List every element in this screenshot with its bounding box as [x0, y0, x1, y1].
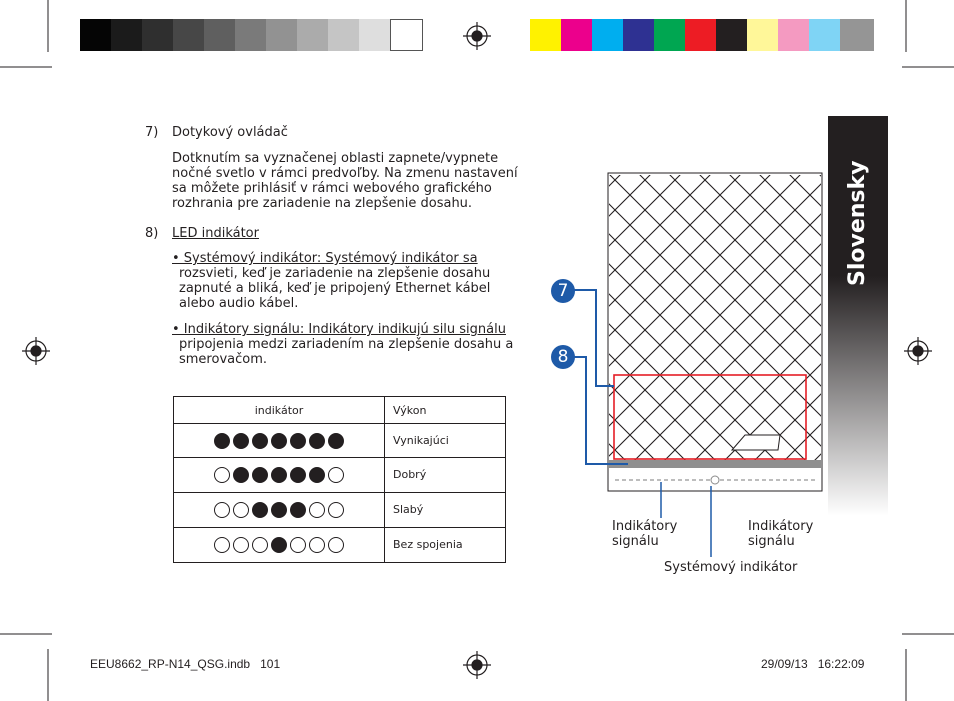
- bullet-heading: • Systémový indikátor: Systémový indikátor sa: [172, 251, 478, 266]
- item7-line: nočné svetlo v rámci predvoľby. Na zmenu nastavení: [172, 166, 518, 181]
- dots-row: [174, 467, 384, 483]
- item7-number: 7): [145, 125, 159, 140]
- item7-line: rozhrania pre zariadenie na zlepšenie dosahu.: [172, 196, 473, 211]
- item7-body: [172, 151, 518, 211]
- led-on-dot: [252, 467, 268, 483]
- label-line: Indikátory: [748, 519, 814, 534]
- header-indicator: indikátor: [174, 397, 385, 424]
- dots-row: [174, 433, 384, 449]
- bullet-line: alebo audio kábel.: [179, 296, 299, 311]
- led-off-dot: [309, 502, 325, 518]
- registration-mark-bottom: [463, 651, 491, 679]
- led-off-dot: [214, 502, 230, 518]
- led-strip: [609, 460, 821, 468]
- table-header-row: [174, 397, 506, 424]
- footer-file-info: EEU8662_RP-N14_QSG.indb 101: [90, 657, 281, 671]
- callout-badge-8: 8: [551, 345, 575, 369]
- row-label: Vynikajúci: [385, 424, 506, 458]
- label-line: Indikátory: [612, 519, 678, 534]
- language-tab-label: Slovensky: [845, 160, 870, 286]
- item7-title: Dotykový ovládač: [172, 125, 288, 140]
- table-row: [174, 493, 506, 528]
- item7-line: Dotknutím sa vyznačenej oblasti zapnete/vypnete: [172, 151, 499, 166]
- led-on-dot: [309, 433, 325, 449]
- led-off-dot: [328, 537, 344, 553]
- footer-timestamp: 29/09/13 16:22:09: [761, 657, 865, 671]
- indicator-table: [173, 396, 506, 563]
- label-signal-left: [612, 519, 677, 549]
- led-off-dot: [214, 537, 230, 553]
- led-off-dot: [290, 537, 306, 553]
- label-line: signálu: [612, 534, 659, 549]
- item8-bullet-system: [172, 251, 490, 311]
- registration-mark-top: [463, 22, 491, 50]
- item7-line: sa môžete prihlásiť v rámci webového grafického: [172, 181, 492, 196]
- led-on-dot: [309, 467, 325, 483]
- led-off-dot: [252, 537, 268, 553]
- callout-badge-7: 7: [551, 279, 575, 303]
- led-on-dot: [252, 502, 268, 518]
- header-performance: Výkon: [385, 397, 506, 424]
- led-on-dot: [252, 433, 268, 449]
- system-led-icon: [711, 476, 719, 484]
- label-system-indicator: Systémový indikátor: [664, 560, 798, 575]
- label-line: signálu: [748, 534, 795, 549]
- item8-title: LED indikátor: [172, 226, 259, 241]
- led-off-dot: [328, 467, 344, 483]
- table-row: [174, 458, 506, 493]
- led-on-dot: [271, 537, 287, 553]
- led-off-dot: [328, 502, 344, 518]
- bullet-line: rozsvieti, keď je zariadenie na zlepšenie dosahu: [179, 266, 491, 281]
- device-diagram: [540, 165, 830, 565]
- led-on-dot: [271, 467, 287, 483]
- led-on-dot: [328, 433, 344, 449]
- registration-mark-left: [22, 337, 50, 365]
- row-label: Bez spojenia: [385, 528, 506, 563]
- diamond-pattern: [609, 175, 821, 460]
- dots-row: [174, 537, 384, 553]
- table-row: [174, 424, 506, 458]
- led-on-dot: [214, 433, 230, 449]
- label-signal-right: [748, 519, 813, 549]
- dots-row: [174, 502, 384, 518]
- led-on-dot: [290, 502, 306, 518]
- led-off-dot: [214, 467, 230, 483]
- led-on-dot: [290, 467, 306, 483]
- bullet-heading: • Indikátory signálu: Indikátory indikujú silu signálu: [172, 322, 506, 337]
- row-label: Slabý: [385, 493, 506, 528]
- bullet-line: smerovačom.: [179, 352, 268, 367]
- row-label: Dobrý: [385, 458, 506, 493]
- led-off-dot: [233, 502, 249, 518]
- registration-mark-right: [904, 337, 932, 365]
- item8-number: 8): [145, 226, 159, 241]
- led-on-dot: [290, 433, 306, 449]
- item8-bullet-signal: [172, 322, 513, 367]
- led-off-dot: [309, 537, 325, 553]
- led-on-dot: [271, 502, 287, 518]
- led-on-dot: [233, 433, 249, 449]
- led-off-dot: [233, 537, 249, 553]
- led-on-dot: [271, 433, 287, 449]
- led-on-dot: [233, 467, 249, 483]
- bullet-line: zapnuté a bliká, keď je pripojený Ethernet kábel: [179, 281, 491, 296]
- table-row: [174, 528, 506, 563]
- bullet-line: pripojenia medzi zariadením na zlepšenie dosahu a: [179, 337, 514, 352]
